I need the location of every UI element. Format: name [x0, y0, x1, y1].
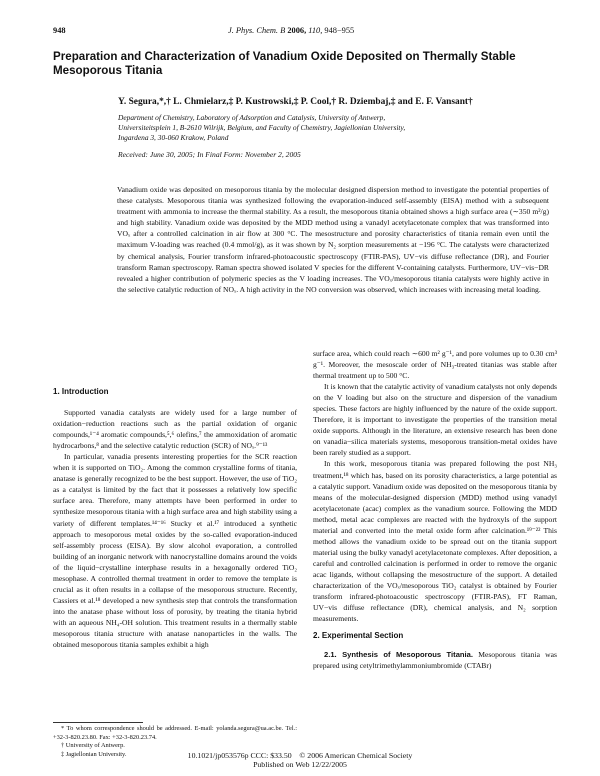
paragraph: [313, 649, 557, 671]
subsection-heading: 2.1. Synthesis of Mesoporous Titania.: [324, 650, 473, 660]
footer-published: Published on Web 12/22/2005: [253, 760, 347, 769]
journal-name: J. Phys. Chem. B: [228, 26, 286, 35]
abstract: Vanadium oxide was deposited on mesoporous titania by the molecular designed dispersion method to investigate the potential properties of these catalysts. Mesoporous titania was synthesized following the evaporation-induced self-assembly (EISA) method with a subsequent treatment with ammonia to increase the thermal stability. As a result, the mesoporous titania obtained shows a high surface area (∼350 m²/g) and high stability. Vanadium oxide was deposited by the MDD method using a vanadyl acetylacetonate complex that was transformed into VOₓ after a controlled calcination in air flow at 300 °C. The mesostructure and porosity characteristics of titania remain even until the maximum V-loading was reached (0.4 mmol/g), as it was shown by N₂ sorption measurements at −196 °C. The catalysts were characterized by chemical analysis, Fourier transform infrared-photoacoustic spectroscopy (FTIR-PAS), UV−vis diffuse reflectance (DR), and Fourier transform Raman spectroscopy. Raman spectra showed isolated V species for the different V-containing catalysts. Furthermore, UV−vis−DR revealed a higher contribution of polymeric species as the V loading increases. The VOₓ/mesoporous titania catalysts were highly active in the selective catalytic reduction of NOₓ. A high activity in the NO conversion was observed, which increases with increasing metal loading.: [117, 185, 549, 294]
section-heading-experimental: 2. Experimental Section: [313, 631, 404, 641]
journal-pages: 948−955: [324, 26, 355, 35]
footnote-affiliation: † University of Antwerp.: [61, 742, 125, 750]
received-dates: Received: June 30, 2005; In Final Form: November 2, 2005: [118, 150, 301, 159]
affiliation-line: Universiteitsplein 1, B-2610 Wilrijk, Belgium, and Faculty of Chemistry, Jagiellonian University,: [118, 123, 406, 132]
right-column: [313, 348, 557, 671]
journal-year: 2006,: [287, 26, 307, 35]
footer-doi-copyright: 10.1021/jp053576p CCC: $33.50 © 2006 American Chemical Society: [187, 751, 413, 760]
page-number: 948: [53, 26, 66, 35]
footnote-divider: [53, 722, 143, 723]
paragraph: Supported vanadia catalysts are widely used for a large number of oxidation−reduction reactions such as the partial oxidation of organic compounds,¹⁻⁴ aromatic compounds,⁵,⁶ olefins,⁷ the ammoxidation of aromatic hydrocarbons,⁸ and the selective catalytic reduction (SCR) of NOₓ.⁹⁻¹³: [53, 408, 297, 451]
paragraph: In particular, vanadia presents interesting properties for the SCR reaction when it is supported on TiO₂. Among the common crystalline forms of titania, anatase is generally recognized to be the best support. However, the use of TiO₂ as a catalyst is limited by the fact that it possesses a relatively low specific surface area. Therefore, many attempts have been performed in order to synthesize mesoporous titania with a high surface area and high stability using a variety of different templates.¹⁴⁻¹⁶ Stucky et al.¹⁷ introduced a synthetic approach to mesoporous metal oxides by the so-called evaporation-induced self-assembly process (EISA). By slow alcohol evaporation, a controlled building of an inorganic network with nanocrystalline domains around the voids of the liquid−crystalline interphase results in a hexagonally ordered TiO₂ mesophase. A controlled thermal treatment in order to remove the template is crucial as it often results in a collapse of the mesoporous structure. Recently, Cassiers et al.¹⁸ developed a new synthesis step that controls the transformation into the anatase phase without loss of porosity, by treating the titania hybrid with an aqueous NH₄-OH solution. This treatment results in a thermally stable mesoporous titania structure with anatase nanoparticles in the walls. The obtained mesoporous titania samples exhibit a high: [53, 452, 297, 650]
section-heading-introduction: 1. Introduction: [53, 387, 109, 396]
article-title: Preparation and Characterization of Vanadium Oxide Deposited on Thermally Stable Mesoporous Titania: [53, 50, 516, 78]
affiliations: [118, 113, 538, 143]
journal-reference: [228, 26, 354, 35]
footnote-correspondence: * To whom correspondence should be addressed. E-mail: yolanda.segura@ua.ac.be. Tel.: +32-3-820.23.80. Fax: +32-3-820.23.74.: [53, 725, 297, 741]
author-list: Y. Segura,*,† L. Chmielarz,‡ P. Kustrowski,‡ P. Cool,† R. Dziembaj,‡ and E. F. Vansant†: [118, 97, 473, 107]
journal-volume: 110,: [308, 26, 323, 35]
affiliation-line: Department of Chemistry, Laboratory of Adsorption and Catalysis, University of Antwerp,: [118, 113, 386, 122]
subsection-text: Mesoporous titania was prepared using cetyltrimethylammoniumbromide (CTABr): [313, 650, 557, 671]
left-column: [53, 386, 297, 650]
paragraph: It is known that the catalytic activity of vanadium catalysts not only depends on the V loading but also on the structure and dispersion of the vanadium species. These factors are highly influenced by the nature of the oxide support. Therefore, it is important to investigate the properties of the transition metal oxide supports. Although in the literature, an extensive research has been done on vanadia−silica materials systems, mesoporous transition-metal oxides have been rarely studied as a support.: [313, 382, 557, 458]
paragraph: surface area, which could reach ∼600 m² g⁻¹, and pore volumes up to 0.30 cm³ g⁻¹. Moreover, the mesoscale order of NH₃-treated titanias was stable after thermal treatment up to 500 °C.: [313, 349, 557, 381]
footnote-affiliation: ‡ Jagiellonian University.: [61, 750, 127, 758]
affiliation-line: Ingardena 3, 30-060 Krakow, Poland: [118, 133, 229, 142]
paragraph: In this work, mesoporous titania was prepared following the post NH₃ treatment,¹⁸ which has, based on its porosity characteristics, a large potential as a catalytic support. Vanadium oxide was deposited on the mesoporous titania by means of the molecular-designed dispersion (MDD) method using vanadyl acetylacetonate (acac) complex as the vanadium source. Following the MDD method, metal acac complexes are reacted with the hydroxyls of the support material and converted into the metal oxide form after calcination.¹⁹⁻²² This method allows the vanadium oxide to be spread out on the titania support material using the bulky vanadyl acetylacetonate complexes. After deposition, a careful and controlled calcination is performed in order to remove the organic acac ligands, without collapsing the mesostructure of the support. A detailed characterization of the VOₓ/mesoporous TiO₂ catalyst is obtained by Fourier transform infrared-photoacoustic spectroscopy (FTIR-PAS), FT Raman, UV−vis diffuse reflectance (DR), chemical analysis, and N₂ sorption measurements.: [313, 459, 557, 624]
